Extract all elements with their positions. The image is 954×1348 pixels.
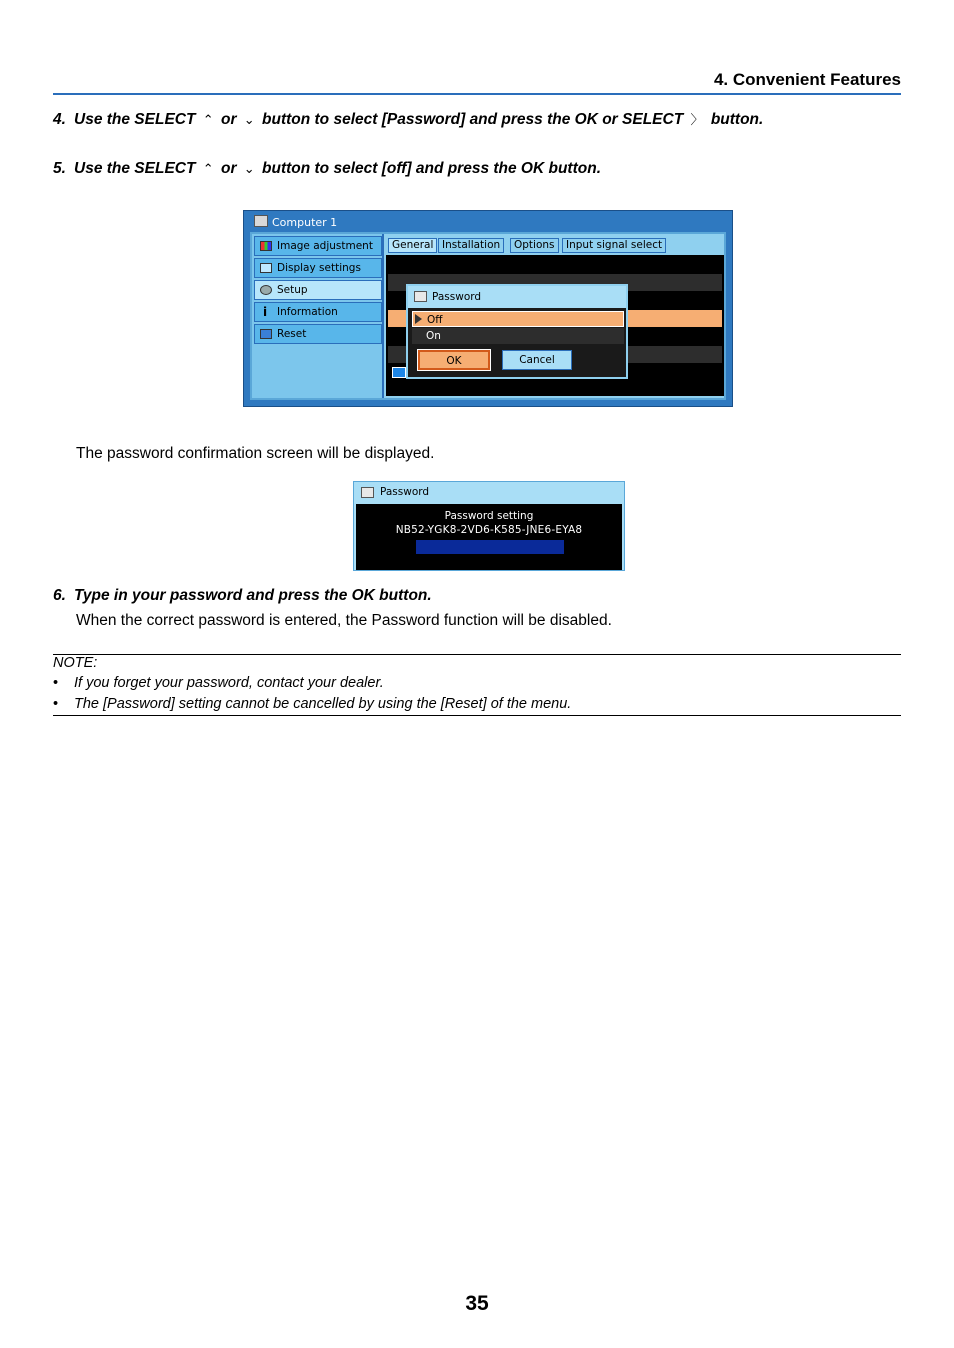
password-screenshot xyxy=(353,481,625,571)
step-5-text-a: Use the SELECT xyxy=(74,160,196,177)
select-down-icon: ⌄ xyxy=(243,161,255,176)
password-icon xyxy=(361,487,374,498)
menu-title xyxy=(254,215,337,229)
tab-installation[interactable]: Installation xyxy=(438,238,504,253)
select-up-icon: ⌃ xyxy=(202,161,214,176)
sidebar-item-display-settings[interactable] xyxy=(254,258,382,278)
step-6-detail: When the correct password is entered, the Password function will be disabled. xyxy=(76,612,612,629)
step-4-text-d: button. xyxy=(710,111,764,128)
note-item xyxy=(53,675,384,691)
step-5-text-b: or xyxy=(220,160,237,177)
step-5 xyxy=(53,160,601,178)
menu-sidebar xyxy=(252,234,384,398)
step-5-text-c: button to select [off] and press the OK button. xyxy=(262,160,601,177)
bullet: • xyxy=(53,696,59,712)
no-signal-icon xyxy=(392,367,406,378)
computer-icon xyxy=(254,215,268,227)
note-label: NOTE: xyxy=(53,655,98,671)
password-popup xyxy=(406,284,628,379)
sidebar-item-information[interactable] xyxy=(254,302,382,322)
bullet: • xyxy=(53,675,59,691)
sidebar-item-setup[interactable] xyxy=(254,280,382,300)
note-top-rule xyxy=(53,654,901,655)
sidebar-item-label: Information xyxy=(277,306,338,318)
step-4 xyxy=(53,109,763,129)
step-6-text: Type in your password and press the OK button. xyxy=(74,587,432,604)
menu-panel xyxy=(250,232,726,400)
step-5-number: 5. xyxy=(53,160,66,177)
sidebar-item-image-adjustment[interactable] xyxy=(254,236,382,256)
option-label: Off xyxy=(427,314,443,326)
ok-button[interactable]: OK xyxy=(418,350,490,370)
cancel-button[interactable]: Cancel xyxy=(502,350,572,370)
select-up-icon: ⌃ xyxy=(202,112,214,127)
sidebar-item-label: Display settings xyxy=(277,262,361,274)
sidebar-item-label: Setup xyxy=(277,284,308,296)
popup-title xyxy=(408,286,626,308)
tab-general[interactable]: General xyxy=(388,238,437,253)
password-icon xyxy=(414,291,427,302)
option-label: On xyxy=(426,330,441,342)
header-rule xyxy=(53,93,901,95)
step-6 xyxy=(53,587,432,605)
confirmation-text: The password confirmation screen will be displayed. xyxy=(76,445,435,462)
page-number: 35 xyxy=(465,1292,489,1315)
menu-row[interactable] xyxy=(388,256,722,273)
sidebar-item-label: Reset xyxy=(277,328,307,340)
note-item xyxy=(53,696,571,712)
note-item-text: If you forget your password, contact your dealer. xyxy=(74,675,384,691)
password-input[interactable] xyxy=(416,540,564,554)
note-item-text: The [Password] setting cannot be cancelled by using the [Reset] of the menu. xyxy=(74,696,572,712)
section-title: 4. Convenient Features xyxy=(713,70,901,89)
select-right-icon: 〉 xyxy=(690,112,704,127)
image-adjustment-icon xyxy=(260,241,272,251)
display-icon xyxy=(260,263,272,273)
tab-options[interactable]: Options xyxy=(510,238,559,253)
option-off[interactable] xyxy=(412,311,624,327)
select-down-icon: ⌄ xyxy=(243,112,255,127)
password-heading: Password setting xyxy=(444,510,534,522)
reset-icon xyxy=(260,329,272,339)
information-icon: i xyxy=(263,305,268,319)
password-window-title: Password xyxy=(380,486,430,498)
step-4-text-a: Use the SELECT xyxy=(74,111,196,128)
step-4-number: 4. xyxy=(53,111,66,128)
menu-screenshot xyxy=(243,210,733,407)
popup-title-text: Password xyxy=(432,291,482,303)
step-4-text-c: button to select [Password] and press the OK or SELECT xyxy=(262,111,684,128)
step-6-number: 6. xyxy=(53,587,66,604)
menu-title-text: Computer 1 xyxy=(272,216,338,229)
password-body xyxy=(356,504,622,570)
sidebar-item-reset[interactable] xyxy=(254,324,382,344)
option-on[interactable] xyxy=(412,328,624,344)
tab-input-signal-select[interactable]: Input signal select xyxy=(562,238,666,253)
setup-icon xyxy=(260,285,272,295)
sidebar-item-label: Image adjustment xyxy=(277,240,373,252)
step-4-text-b: or xyxy=(220,111,237,128)
password-code: NB52-YGK8-2VD6-K585-JNE6-EYA8 xyxy=(395,524,583,536)
note-bottom-rule xyxy=(53,715,901,716)
selection-arrow-icon xyxy=(415,314,422,324)
